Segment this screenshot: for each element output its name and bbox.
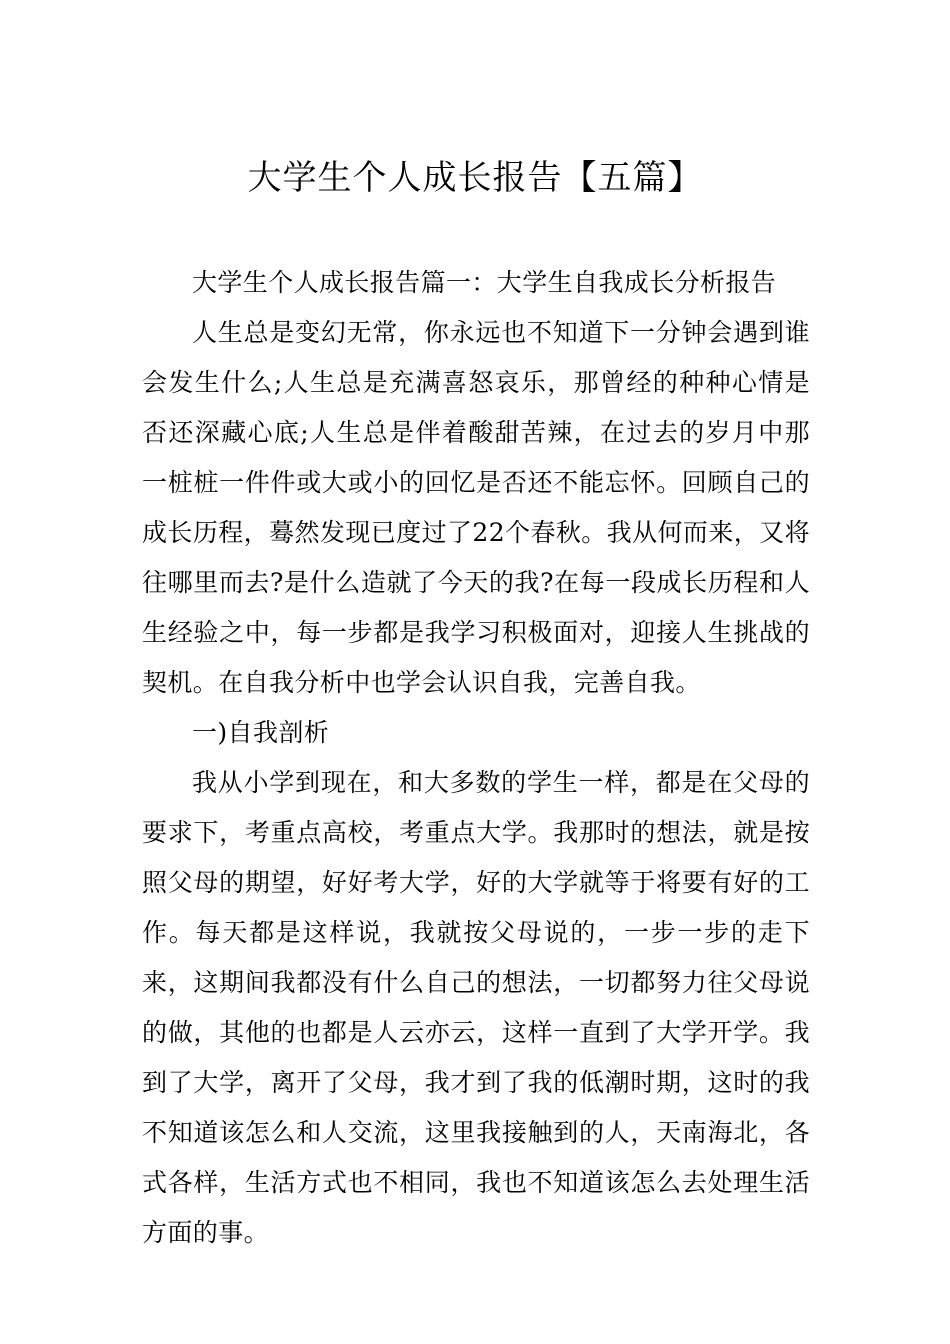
document-body	[142, 258, 810, 1258]
document-title: 大学生个人成长报告【五篇】	[247, 158, 703, 198]
subsection-heading: 一)自我剖析	[192, 718, 330, 747]
paragraph: 人生总是变幻无常，你永远也不知道下一分钟会遇到谁会发生什么;人生总是充满喜怒哀乐，那曾经的种种心情是否还深藏心底;人生总是伴着酸甜苦辣，在过去的岁月中那一桩桩一件件或大或小的回忆是否还不能忘怀。回顾自己的成长历程，蓦然发现已度过了22个春秋。我从何而来，又将往哪里而去?是什么造就了今天的我?在每一段成长历程和人生经验之中，每一步都是我学习积极面对，迎接人生挑战的契机。在自我分析中也学会认识自我，完善自我。	[142, 318, 810, 697]
section-heading: 大学生个人成长报告篇一：大学生自我成长分析报告	[192, 268, 777, 297]
paragraph: 我从小学到现在，和大多数的学生一样，都是在父母的要求下，考重点高校，考重点大学。我那时的想法，就是按照父母的期望，好好考大学，好的大学就等于将要有好的工作。每天都是这样说，我就按父母说的，一步一步的走下来，这期间我都没有什么自己的想法，一切都努力往父母说的做，其他的也都是人云亦云，这样一直到了大学开学。我到了大学，离开了父母，我才到了我的低潮时期，这时的我不知道该怎么和人交流，这里我接触到的人，天南海北，各式各样，生活方式也不相同，我也不知道该怎么去处理生活方面的事。	[142, 768, 810, 1247]
